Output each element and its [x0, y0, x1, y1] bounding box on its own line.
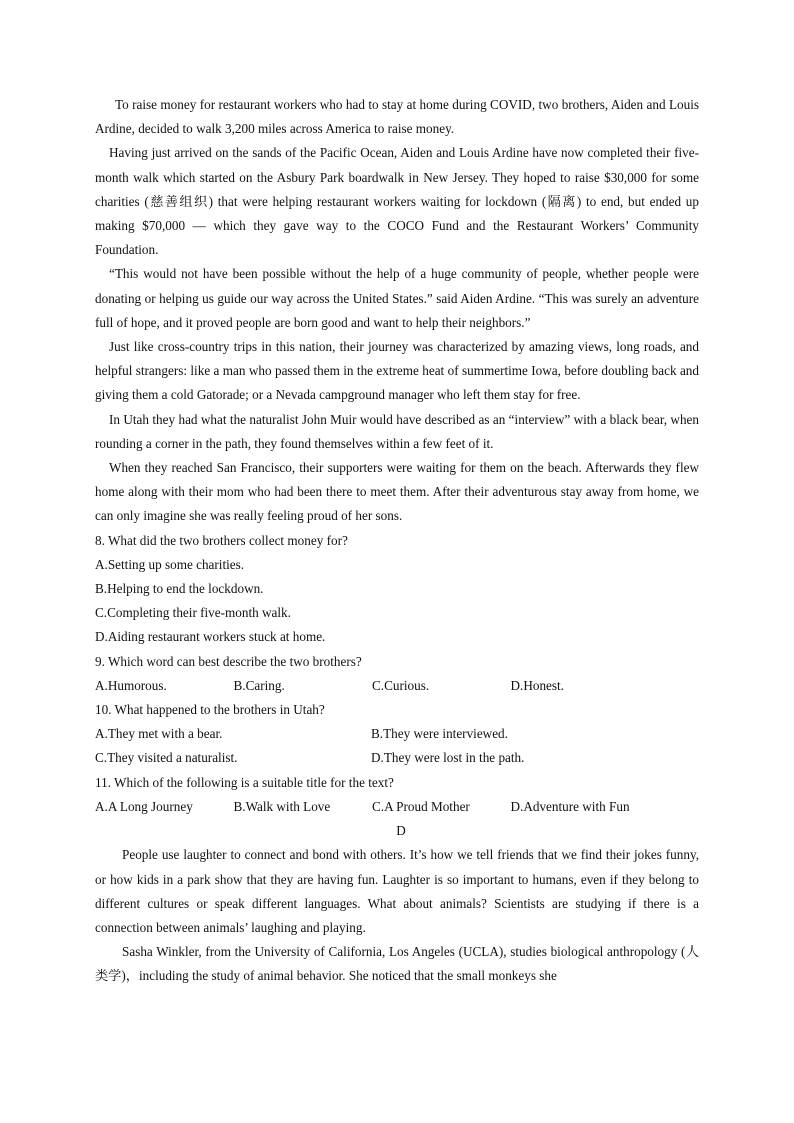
answer-option-d: D.Aiding restaurant workers stuck at home.: [95, 629, 326, 645]
answer-option-b: B.They were interviewed.: [371, 726, 508, 742]
question-11: [95, 771, 699, 819]
answer-option-a: A.Humorous.: [95, 677, 167, 693]
answer-option-c: C.Completing their five-month walk.: [95, 605, 291, 621]
passage-paragraph: People use laughter to connect and bond with others. It’s how we tell friends that we find their jokes funny, or how kids in a park show that they are having fun. Laughter is so important to humans, even if they belong to different cultures or speak different languages. What about animals? Scientists are studying if there is a connection between animals’ laughing and playing.: [95, 847, 699, 935]
answer-option-a: A.A Long Journey: [95, 798, 193, 814]
passage-paragraph: When they reached San Francisco, their supporters were waiting for them on the beach. Afterwards they flew home along with their mom who had been there to meet them. After their adventurous stay away from home, we can only imagine she was really feeling proud of her sons.: [95, 460, 699, 524]
question-stem: 9. Which word can best describe the two brothers?: [95, 653, 362, 669]
page-content: [95, 93, 699, 989]
passage-paragraph: “This would not have been possible without the help of a huge community of people, whether people were donating or helping us guide our way across the United States.” said Aiden Ardine. “This was surely an adventure full of hope, and it proved people are born good and want to help their neighbors.”: [95, 266, 699, 330]
answer-option-d: D.They were lost in the path.: [371, 750, 525, 766]
answer-option-b: B.Caring.: [233, 677, 285, 693]
passage-paragraph: Having just arrived on the sands of the Pacific Ocean, Aiden and Louis Ardine have now completed their five-month walk which started on the Asbury Park boardwalk in New Jersey. They hoped to raise $30,000 for some charities (慈善组织) that were helping restaurant workers waiting for lockdown (隔离) to end, but ended up making $70,000 — which they gave way to the COCO Fund and the Restaurant Workers’ Community Foundation.: [95, 145, 699, 258]
question-8: [95, 529, 699, 650]
answer-option-d: D.Honest.: [510, 677, 564, 693]
section-heading: D: [396, 823, 406, 839]
passage-d: [95, 819, 699, 988]
answer-option-d: D.Adventure with Fun: [510, 798, 630, 814]
answer-option-c: C.A Proud Mother: [372, 798, 470, 814]
options-row: [95, 746, 699, 770]
question-stem: 8. What did the two brothers collect money for?: [95, 532, 348, 548]
passage-paragraph: Sasha Winkler, from the University of California, Los Angeles (UCLA), studies biological anthropology (人类学)，including the study of animal behavior. She noticed that the small monkeys she: [95, 944, 699, 984]
passage-paragraph: To raise money for restaurant workers who had to stay at home during COVID, two brothers, Aiden and Louis Ardine, decided to walk 3,200 miles across America to raise money.: [95, 97, 699, 137]
options-row: [95, 674, 699, 698]
passage-paragraph: In Utah they had what the naturalist John Muir would have described as an “interview” with a black bear, when rounding a corner in the path, they found themselves within a few feet of it.: [95, 411, 699, 451]
question-stem: 11. Which of the following is a suitable title for the text?: [95, 774, 394, 790]
passage-c: [95, 93, 699, 529]
answer-option-a: A.Setting up some charities.: [95, 556, 245, 572]
answer-option-a: A.They met with a bear.: [95, 726, 223, 742]
options-row: [95, 795, 699, 819]
answer-option-b: B.Helping to end the lockdown.: [95, 581, 264, 597]
options-row: [95, 722, 699, 746]
passage-paragraph: Just like cross-country trips in this nation, their journey was characterized by amazing views, long roads, and helpful strangers: like a man who passed them in the extreme heat of summertime Iowa, before doubling back and giving them a cold Gatorade; or a Nevada campground manager who left them stay for free.: [95, 339, 699, 403]
question-10: [95, 698, 699, 771]
answer-option-c: C.They visited a naturalist.: [95, 750, 238, 766]
question-stem: 10. What happened to the brothers in Utah?: [95, 702, 325, 718]
answer-option-c: C.Curious.: [372, 677, 430, 693]
answer-option-b: B.Walk with Love: [233, 798, 331, 814]
question-9: [95, 650, 699, 698]
